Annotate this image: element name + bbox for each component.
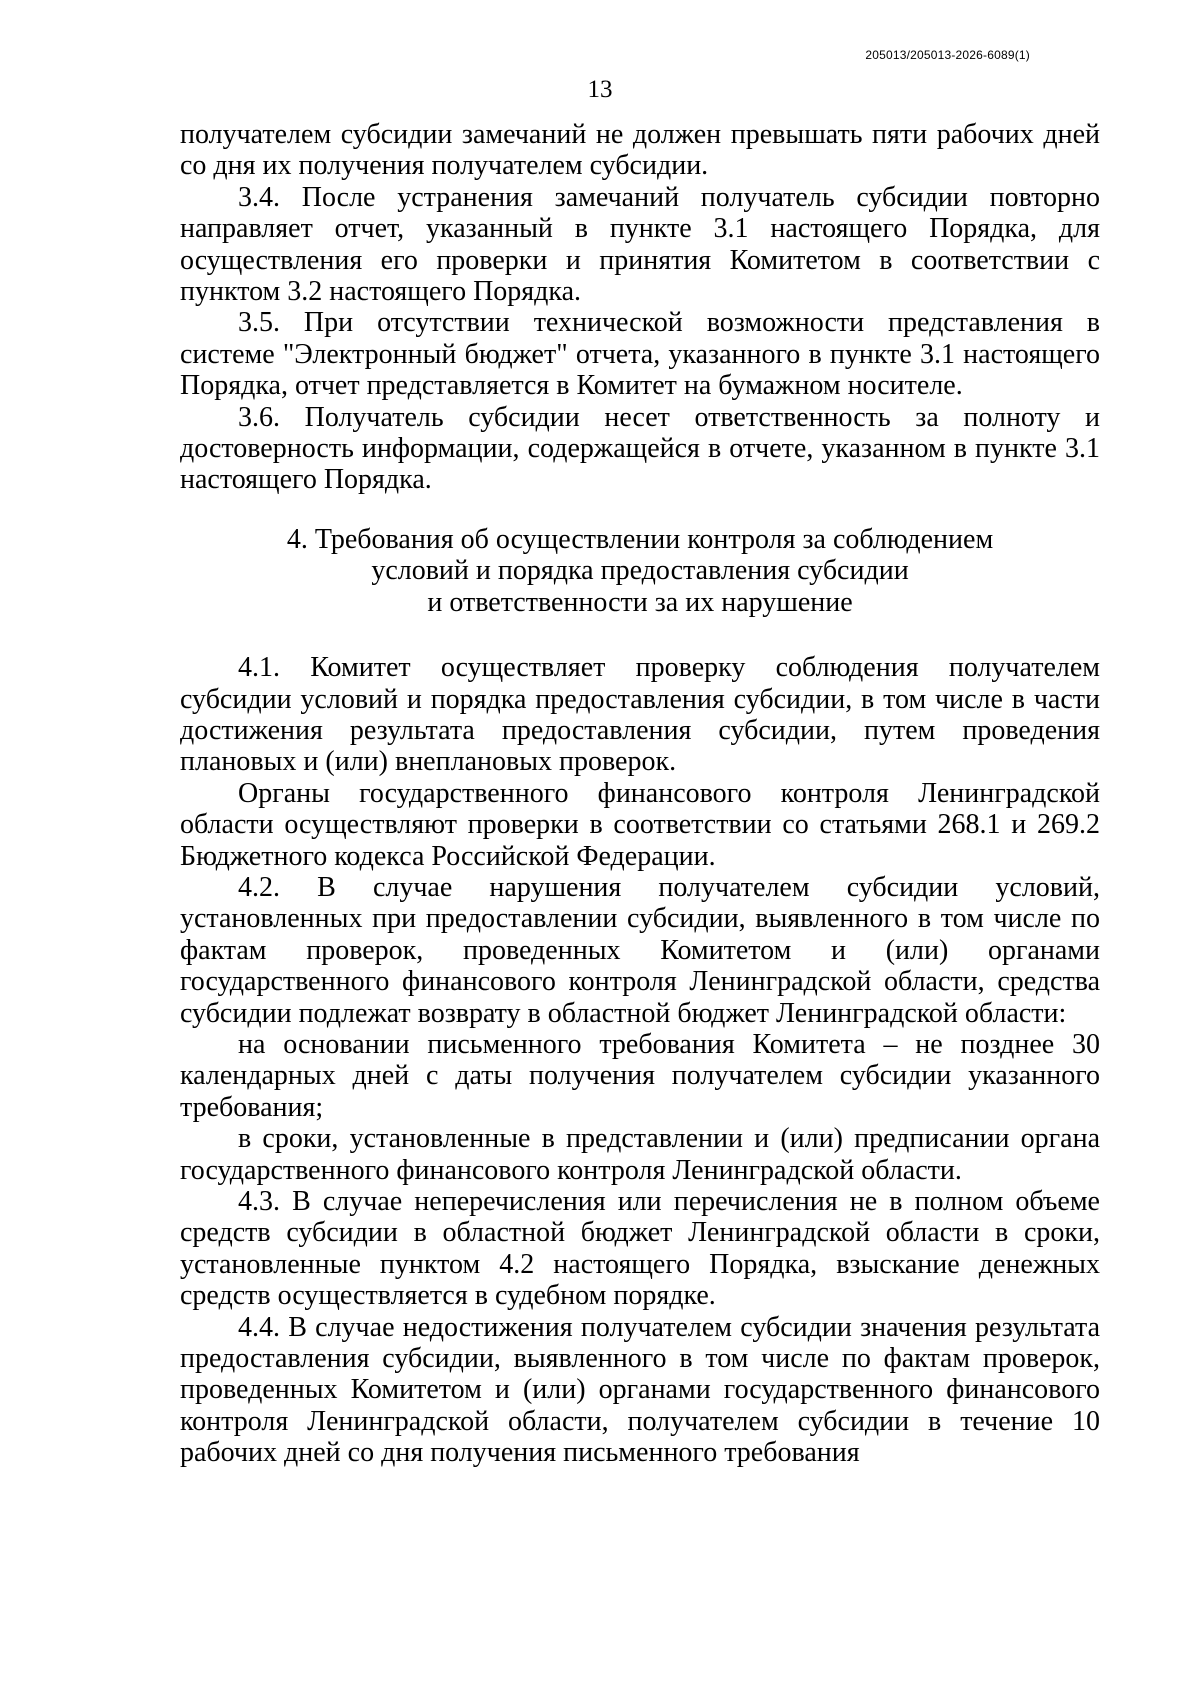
paragraph: 3.6. Получатель субсидии несет ответственность за полноту и достоверность информации, содержащейся в отчете, указанном в пункте 3.1 настоящего Порядка. xyxy=(180,401,1100,496)
paragraph: 4.4. В случае недостижения получателем субсидии значения результата предоставления субсидии, выявленного в том числе по фактам проверок, проведенных Комитетом и (или) органами государственного финансового контроля Ленинградской области, получателем субсидии в течение 10 рабочих дней со дня получения письменного требования xyxy=(180,1311,1100,1469)
section-heading-line: 4. Требования об осуществлении контроля за соблюдением xyxy=(286,523,994,555)
paragraph: Органы государственного финансового контроля Ленинградской области осуществляют проверки в соответствии со статьями 268.1 и 269.2 Бюджетного кодекса Российской Федерации. xyxy=(180,777,1100,872)
page-number: 13 xyxy=(587,76,613,103)
paragraph: получателем субсидии замечаний не должен превышать пяти рабочих дней со дня их получения получателем субсидии. xyxy=(180,119,1100,182)
paragraph: на основании письменного требования Комитета – не позднее 30 календарных дней с даты получения получателем субсидии указанного требования; xyxy=(180,1028,1100,1123)
section-heading-line: условий и порядка предоставления субсидии xyxy=(371,555,909,587)
document-body xyxy=(180,119,1100,1469)
paragraph: 3.5. При отсутствии технической возможности представления в системе "Электронный бюджет" отчета, указанного в пункте 3.1 настоящего Порядка, отчет представляется в Комитет на бумажном носителе. xyxy=(180,307,1100,402)
paragraph: 4.1. Комитет осуществляет проверку соблюдения получателем субсидии условий и порядка предоставления субсидии, в том числе в части достижения результата предоставления субсидии, путем проведения плановых и (или) внеплановых проверок. xyxy=(180,652,1100,778)
paragraph: в сроки, установленные в представлении и (или) предписании органа государственного финансового контроля Ленинградской области. xyxy=(180,1123,1100,1186)
section-heading xyxy=(180,524,1100,618)
paragraph: 4.3. В случае неперечисления или перечисления не в полном объеме средств субсидии в областной бюджет Ленинградской области в сроки, установленные пунктом 4.2 настоящего Порядка, взыскание денежных средств осуществляется в судебном порядке. xyxy=(180,1186,1100,1312)
paragraph: 3.4. После устранения замечаний получатель субсидии повторно направляет отчет, указанный в пункте 3.1 настоящего Порядка, для осуществления его проверки и принятия Комитетом в соответствии с пунктом 3.2 настоящего Порядка. xyxy=(180,181,1100,308)
paragraph: 4.2. В случае нарушения получателем субсидии условий, установленных при предоставлении субсидии, выявленного в том числе по фактам проверок, проведенных Комитетом и (или) органами государственного финансового контроля Ленинградской области, средства субсидии подлежат возврату в областной бюджет Ленинградской области: xyxy=(180,871,1100,1029)
section-heading-line: и ответственности за их нарушение xyxy=(427,586,853,618)
document-id: 205013/205013-2026-6089(1) xyxy=(865,48,1030,62)
